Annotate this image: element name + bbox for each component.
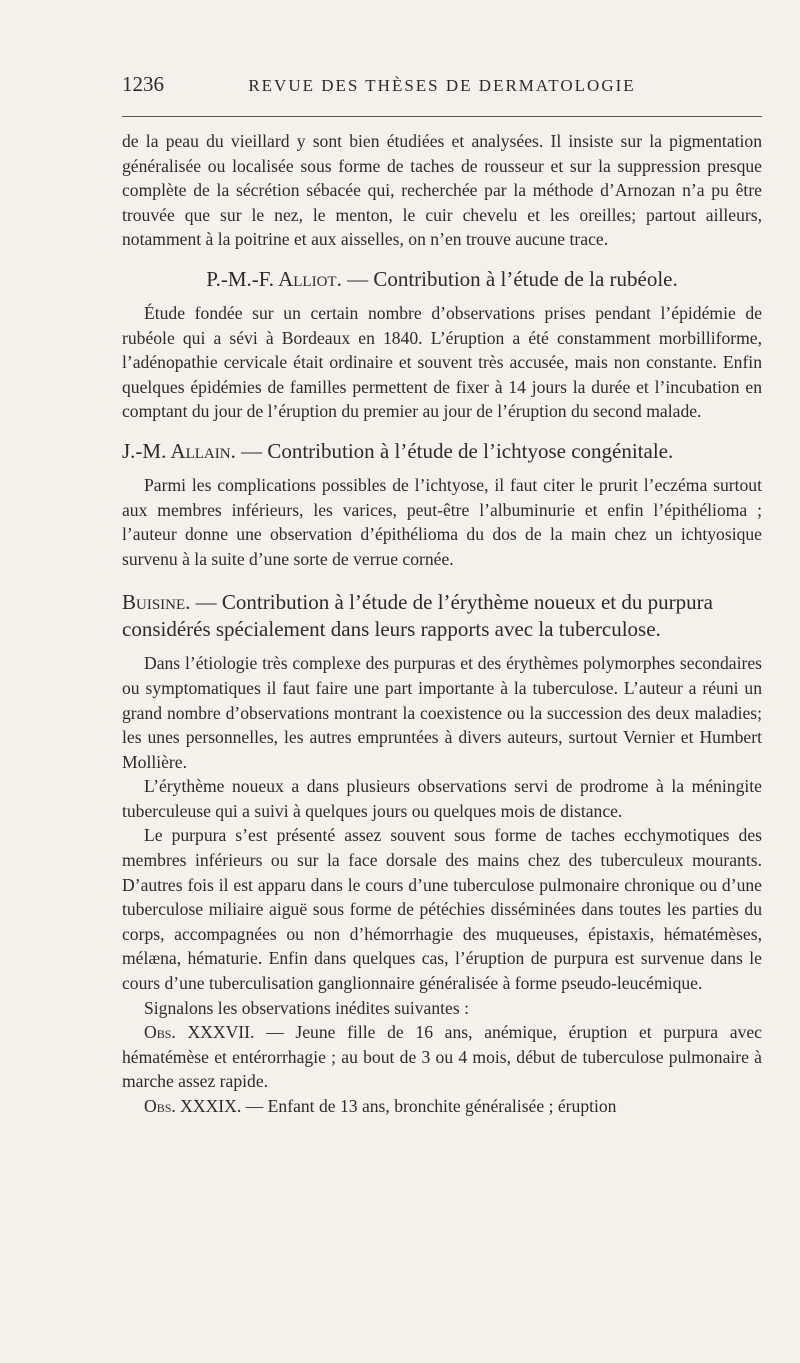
- page: [122, 72, 762, 1119]
- running-header: [122, 72, 762, 102]
- entry-paragraph: Parmi les complications possibles de l’ichtyose, il faut citer le prurit l’eczéma surtout aux membres inférieurs, les varices, peut-être l’albuminurie et enfin l’épithélioma ; l’auteur donne une observation d’épithélioma du dos de la main chez un ichtyosique survenu à la suite d’une sorte de verrue cornée.: [122, 474, 762, 569]
- observation-text: — Jeune fille de 16 ans, anémique, éruption et purpura avec hématémèse et entérorrhagie ; au bout de 3 ou 4 mois, début de tuberculose pulmonaire à marche assez rapide.: [122, 1022, 762, 1092]
- entry-author: P.-M.-F. Alliot.: [206, 266, 342, 291]
- observation-paragraph: [122, 1020, 762, 1094]
- entry-paragraph: L’érythème noueux a dans plusieurs observations servi de prodrome à la méningite tuberculeuse qui a suivi à quelques jours ou quelques mois de distance.: [122, 776, 762, 821]
- running-title: REVUE DES THÈSES DE DERMATOLOGIE: [248, 76, 636, 95]
- header-rule: [122, 116, 762, 117]
- intro-paragraph: de la peau du vieillard y sont bien étudiées et analysées. Il insiste sur la pigmentation généralisée ou localisée sous forme de taches de rousseur et sur la suppression presque complète de la sécrétion sébacée qui, recherchée par la méthode d’Arnozan n’a pu être trouvée que sur le nez, le menton, le cuir chevelu et les oreilles; partout ailleurs, notamment à la poitrine et aux aisselles, on n’en trouve aucune trace.: [122, 131, 762, 250]
- entry-title-text: — Contribution à l’étude de l’érythème noueux et du purpura considérés spécialement dans leurs rapports avec la tuberculose.: [122, 590, 713, 642]
- entry-title-alliot: [122, 266, 762, 293]
- entry-paragraph: Dans l’étiologie très complexe des purpuras et des érythèmes polymorphes secondaires ou symptomatiques il faut faire une part importante à la tuberculose. L’auteur a réuni un grand nombre d’observations montrant la coexistence ou la succession des deux maladies; les unes personnelles, les autres empruntées à divers auteurs, surtout Vernier et Humbert Mollière.: [122, 653, 762, 772]
- page-number: 1236: [122, 72, 164, 96]
- entry-author: J.-M. Allain.: [122, 438, 236, 463]
- entry-title-text: — Contribution à l’étude de l’ichtyose congénitale.: [241, 438, 674, 463]
- entry-title-allain: [122, 438, 762, 465]
- entry-paragraph: Signalons les observations inédites suivantes :: [144, 997, 469, 1018]
- entry-paragraph: Le purpura s’est présenté assez souvent sous forme de taches ecchymotiques des membres inférieurs ou sur la face dorsale des mains chez des tuberculeux mourants. D’autres fois il est apparu dans le cours d’une tuberculose pulmonaire chronique ou d’une tuberculose miliaire aiguë sous forme de pétéchies disséminées dans toutes les parties du corps, accompagnées ou non d’hémorrhagie des muqueuses, épistaxis, hématémèses, mélæna, hématurie. Enfin dans quelques cas, l’éruption de purpura est survenue dans le cours d’une tuberculisation ganglionnaire généralisée à forme pseudo-leucémique.: [122, 825, 762, 994]
- entry-title-text: — Contribution à l’étude de la rubéole.: [347, 266, 678, 291]
- entry-title-buisine: [122, 589, 762, 643]
- observation-label: Obs. XXXIX.: [144, 1096, 242, 1116]
- observation-text: — Enfant de 13 ans, bronchite généralisée ; éruption: [245, 1096, 617, 1116]
- entry-paragraph: Étude fondée sur un certain nombre d’observations prises pendant l’épidémie de rubéole qui a sévi à Bordeaux en 1840. L’éruption a été constamment morbilliforme, l’adénopathie cervicale était ordinaire et souvent très accusée, mais non constante. Enfin quelques épidémies de familles permettent de fixer à 14 jours la durée et l’incubation en comptant du jour de l’éruption du premier au jour de l’éruption du second malade.: [122, 302, 762, 422]
- observation-label: Obs. XXXVII.: [144, 1022, 255, 1043]
- entry-author: Buisine.: [122, 590, 191, 615]
- observation-paragraph: [122, 1094, 762, 1119]
